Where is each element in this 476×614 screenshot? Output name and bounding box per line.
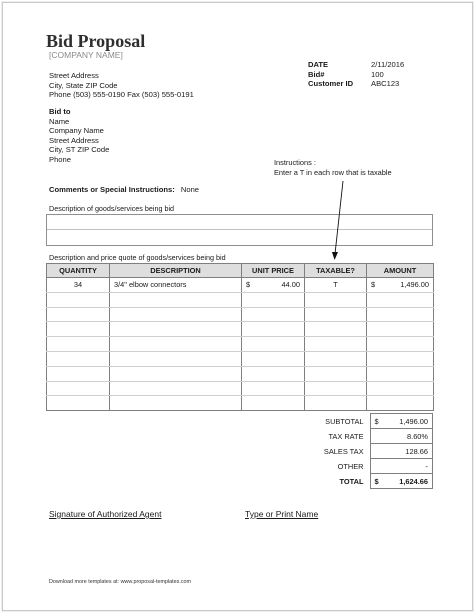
meta-values [371, 60, 404, 89]
price-quote-label: Description and price quote of goods/services being bid [49, 253, 226, 262]
line-items-table [46, 263, 434, 411]
table-row [47, 278, 434, 293]
taxable-cell[interactable] [305, 307, 367, 322]
quantity-cell[interactable] [47, 351, 110, 366]
quantity-cell[interactable] [47, 381, 110, 396]
description-cell[interactable] [110, 351, 242, 366]
bid-number-label: Bid# [308, 69, 325, 79]
instructions-note [274, 158, 392, 177]
document-title: Bid Proposal [46, 31, 146, 51]
description-cell[interactable] [110, 396, 242, 411]
total-cell [370, 474, 433, 489]
unit-price-cell[interactable] [242, 322, 305, 337]
unit-price-cell[interactable] [242, 278, 305, 293]
taxable-cell[interactable] [305, 292, 367, 307]
other-row [307, 459, 433, 474]
subtotal-currency: $ [374, 416, 379, 426]
customer-id-label: Customer ID [308, 79, 354, 89]
bid-number-value: 100 [371, 69, 384, 79]
table-row [47, 307, 434, 322]
phone-fax: Phone (503) 555-0190 Fax (503) 555-0191 [49, 90, 194, 100]
quantity-cell[interactable] [47, 322, 110, 337]
amount-value: 1,496.00 [400, 280, 429, 290]
bill-to-company: Company Name [49, 126, 104, 136]
instructions-label: Instructions : [274, 158, 316, 167]
taxable-cell[interactable]: T [305, 278, 367, 293]
description-cell[interactable]: 3/4" elbow connectors [110, 278, 242, 293]
comments-row [49, 185, 199, 194]
amount-cell[interactable] [367, 381, 434, 396]
description-cell[interactable] [110, 366, 242, 381]
table-row [47, 381, 434, 396]
date-label: DATE [308, 60, 329, 69]
description-cell[interactable] [110, 322, 242, 337]
quantity-cell[interactable]: 34 [47, 278, 110, 293]
city-state-zip: City, State ZIP Code [49, 80, 118, 90]
table-row [47, 337, 434, 352]
bill-to-block [49, 107, 109, 165]
unit-price-cell[interactable] [242, 366, 305, 381]
description-cell[interactable] [110, 307, 242, 322]
unit-price-cell[interactable] [242, 292, 305, 307]
total-label: TOTAL [339, 476, 364, 486]
taxable-cell[interactable] [305, 396, 367, 411]
street-address: Street Address [49, 71, 99, 80]
subtotal-cell [370, 414, 433, 429]
company-name: [COMPANY NAME] [49, 50, 123, 60]
subtotal-label: SUBTOTAL [325, 416, 364, 426]
amount-currency: $ [371, 280, 376, 290]
total-currency: $ [374, 476, 379, 486]
table-row [47, 292, 434, 307]
bill-to-street: Street Address [49, 135, 99, 145]
header-unit-price: UNIT PRICE [242, 264, 305, 278]
header-taxable: TAXABLE? [305, 264, 367, 278]
quantity-cell[interactable] [47, 337, 110, 352]
amount-cell[interactable] [367, 396, 434, 411]
table-row [47, 366, 434, 381]
amount-cell[interactable] [367, 278, 434, 293]
bill-to-name: Name [49, 116, 70, 126]
unit-price-cell[interactable] [242, 381, 305, 396]
other-value[interactable]: - [370, 459, 433, 474]
tax-rate-row [307, 429, 433, 444]
goods-description-label: Description of goods/services being bid [49, 204, 175, 213]
quantity-cell[interactable] [47, 307, 110, 322]
taxable-cell[interactable] [305, 351, 367, 366]
unit-price-cell[interactable] [242, 307, 305, 322]
sender-address [49, 71, 194, 100]
subtotal-value: 1,496.00 [399, 416, 428, 426]
tax-rate-label: TAX RATE [328, 431, 364, 441]
bill-to-heading: Bid to [49, 107, 71, 116]
bill-to-city: City, ST ZIP Code [49, 145, 110, 155]
amount-cell[interactable] [367, 366, 434, 381]
description-cell[interactable] [110, 337, 242, 352]
meta-labels [308, 60, 353, 89]
description-cell[interactable] [110, 381, 242, 396]
totals-table [307, 413, 433, 489]
document-page [2, 2, 473, 611]
unit-price-cell[interactable] [242, 337, 305, 352]
goods-description-line[interactable] [47, 215, 432, 230]
total-value: 1,624.66 [399, 476, 428, 486]
taxable-cell[interactable] [305, 322, 367, 337]
goods-description-line[interactable] [47, 230, 432, 245]
unit-price-value: 44.00 [281, 280, 300, 290]
subtotal-row [307, 414, 433, 429]
taxable-cell[interactable] [305, 381, 367, 396]
customer-id-value: ABC123 [371, 79, 400, 89]
sales-tax-row [307, 444, 433, 459]
goods-description-box[interactable] [46, 214, 433, 246]
quantity-cell[interactable] [47, 366, 110, 381]
comments-value: None [180, 185, 200, 194]
amount-cell[interactable] [367, 292, 434, 307]
signature-label: Signature of Authorized Agent [49, 509, 162, 519]
footer-link[interactable]: Download more templates at: www.proposal-templates.com [49, 579, 192, 585]
amount-cell[interactable] [367, 322, 434, 337]
header-amount: AMOUNT [367, 264, 434, 278]
print-name-label: Type or Print Name [245, 509, 319, 519]
header-quantity: QUANTITY [47, 264, 110, 278]
table-row [47, 396, 434, 411]
total-row [307, 474, 433, 489]
taxable-cell[interactable] [305, 366, 367, 381]
unit-price-currency: $ [246, 280, 251, 290]
amount-cell[interactable] [367, 351, 434, 366]
bill-to-phone: Phone [49, 154, 71, 164]
amount-cell[interactable] [367, 307, 434, 322]
unit-price-cell[interactable] [242, 351, 305, 366]
table-row [47, 351, 434, 366]
taxable-cell[interactable] [305, 337, 367, 352]
tax-rate-value[interactable]: 8.60% [370, 429, 433, 444]
amount-cell[interactable] [367, 337, 434, 352]
instructions-text: Enter a T in each row that is taxable [274, 167, 392, 177]
sales-tax-value: 128.66 [370, 444, 433, 459]
table-header-row [47, 264, 434, 278]
description-cell[interactable] [110, 292, 242, 307]
sales-tax-label: SALES TAX [323, 446, 364, 456]
header-description: DESCRIPTION [110, 264, 242, 278]
unit-price-cell[interactable] [242, 396, 305, 411]
date-value: 2/11/2016 [371, 60, 405, 69]
comments-label: Comments or Special Instructions: [49, 185, 175, 194]
other-label: OTHER [337, 461, 364, 471]
quantity-cell[interactable] [47, 396, 110, 411]
quantity-cell[interactable] [47, 292, 110, 307]
table-row [47, 322, 434, 337]
